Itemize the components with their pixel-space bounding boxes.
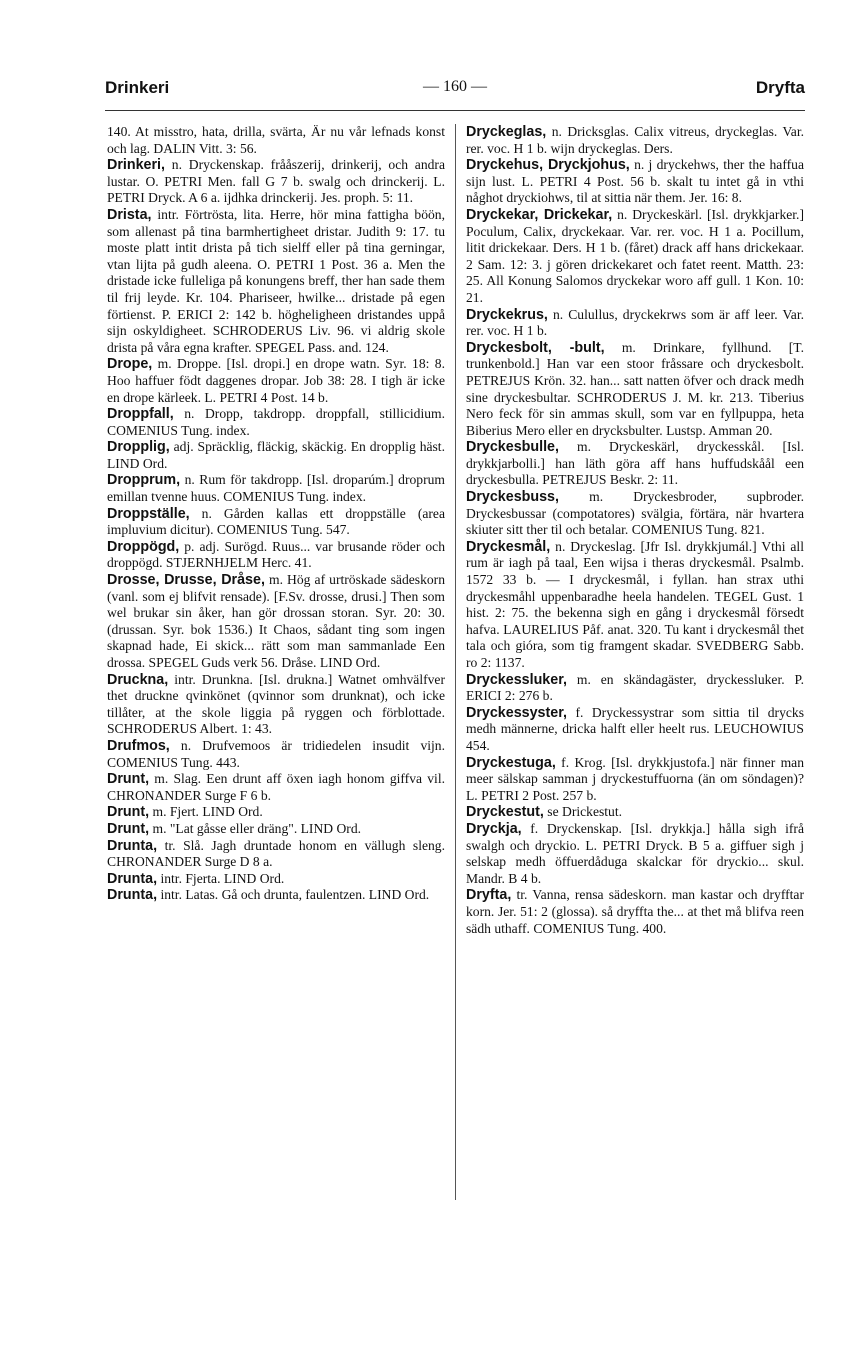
dictionary-entry [466, 439, 804, 489]
dictionary-entry [107, 771, 445, 804]
entry-headword: Drope, [107, 356, 153, 373]
entry-text: m. Dryckesbroder, supbroder. Dryckesbussar (compotatores) svälgia, förtära, när hvartera skiuter sitt ther til och betalar. COMENIUS Tung. 821. [466, 489, 804, 538]
entry-headword: Dryckessyster, [466, 704, 567, 721]
entry-text: n. Dryckenskap. frååszerij, drinkerij, och andra lustar. O. PETRI Men. fall G 7 b. swalg och drinckerij. L. PETRI Dryck. A 6 a. ijdhka drinckerij. Jes. proph. 5: 11. [107, 157, 445, 206]
dictionary-entry [107, 506, 445, 539]
entry-text: se Drickestut. [543, 804, 623, 820]
header-left-guideword: Drinkeri [105, 78, 170, 97]
dictionary-entry [107, 472, 445, 505]
entry-text: n. Dryckeskärl. [Isl. drykkjarker.] Poculum, Calix, dryckekaar. Var. rer. voc. H 1 a. Pocillum, litit drickekaar. Ders. H 1 b. (fåret) drack aff hans drickekaar. 2 Sam. 12: 3. j gören drickekaret och fatet reent. Matth. 23: 25. All Konung Salomos dryckekar woro aff gull. 1 Kon. 10: 21. [466, 206, 804, 305]
dictionary-entry [466, 672, 804, 705]
entry-text: intr. Fjerta. LIND Ord. [157, 870, 285, 886]
entry-text: n. Rum för takdropp. [Isl. droparúm.] droprum emillan tvenne huus. COMENIUS Tung. index. [107, 472, 445, 505]
dictionary-entry [107, 821, 445, 838]
entry-text: m. Dryckeskärl, dryckesskål. [Isl. drykkjarbolli.] han läth göra aff hans huffudskåål een dryckesbulla. PETREJUS Beskr. 2: 11. [466, 439, 804, 488]
entry-headword: Dryckestut, [466, 804, 544, 821]
column-divider [455, 124, 456, 1200]
page-header [105, 78, 805, 102]
entry-text: f. Krog. [Isl. drykkjustofa.] när finner man meer sälskap samman j dryckestuffuorna (än om söndagen)? L. PETRI 2 Post. 257 b. [466, 754, 804, 803]
dictionary-entry [466, 489, 804, 539]
dictionary-entry [466, 821, 804, 887]
dictionary-entry [466, 539, 804, 672]
entry-text: p. adj. Surögd. Ruus... var brusande röder och droppögd. STJERNHJELM Herc. 41. [107, 538, 445, 571]
entry-text: m. Hög af urtröskade sädeskorn (vanl. som ej blifvit rensade). [F.Sv. drosse, drusi.] Then som wel brukar sin åker, han gör drossan storan. Syr. 20: 30. (drussan. Syr. bok 1536.) It Chaos, sådant ting som ingen skapnad hade, Ei skick... rätt som man sammanlade Een drossa. SPEGEL Guds verk 56. Dråse. LIND Ord. [107, 572, 445, 670]
dictionary-entry [107, 672, 445, 738]
left-column [107, 124, 445, 904]
entry-text: intr. Förtrösta, lita. Herre, hör mina fattigha böön, som allenast på tina barmhertigheet dristar. Judith 9: 17. tu moste platt intit drista på tich sielff eller på tina gerningar, vtan lijta på gudh aleena. O. PETRI 1 Post. 36 a. Men the dristade icke fulleliga på konungens breff, ther han sade them til frij leyde. Kr. 104. Phariseer, hwilke... dristade på egen förtienst. P. ERICI 2: 142 b. högheligheen dristandes uppå sijn oskyldigheet. SCHRODERUS Liv. 96. vi aldrig skole drista på våra egna krafter. SPEGEL Pass. and. 124. [107, 206, 445, 355]
header-right-guideword: Dryfta [755, 78, 805, 97]
entry-text: m. Fjert. LIND Ord. [149, 804, 263, 820]
dictionary-entry [107, 887, 445, 904]
dictionary-entry [466, 307, 804, 340]
dictionary-entry [466, 705, 804, 755]
dictionary-entry [466, 755, 804, 805]
entry-text: m. "Lat gåsse eller dräng". LIND Ord. [149, 820, 362, 836]
dictionary-entry [107, 439, 445, 472]
entry-headword: Drunta, [107, 887, 158, 904]
entry-headword: Dropprum, [107, 472, 181, 489]
entry-headword: Druckna, [107, 671, 169, 688]
entry-headword: Drinkeri, [107, 157, 166, 174]
dictionary-entry [466, 804, 804, 821]
dictionary-entry [107, 871, 445, 888]
entry-text: n. Dropp, takdropp. droppfall, stillicidium. COMENIUS Tung. index. [107, 406, 445, 438]
entry-headword: Dryckehus, Dryckjohus, [466, 157, 630, 174]
entry-text: adj. Spräcklig, fläckig, skäckig. En dropplig häst. LIND Ord. [107, 439, 445, 471]
dictionary-entry [466, 124, 804, 157]
dictionary-entry [466, 207, 804, 307]
entry-text: n. Dryckeslag. [Jfr Isl. drykkjumál.] Vthi all rum är iagh på taal, Een wijsa i theras dryckesmål. Psalmb. 1572 33 b. — I dryckesmål, i fyllan. han strax uthi dryckesmåhl uppenbaradhe heela handelen. TEGEL Gust. 1 hist. 2: 75. the bekenna sigh en gång i dryckesmål försedt hafva. LAURELIUS Påf. anat. 320. Tu kant i dryckesmål thet tala och gióra, som tig framgent skadar. SVEDBERG Sabb. ro 2: 1137. [466, 538, 804, 670]
dictionary-entry [107, 738, 445, 771]
entry-headword: Dryckesbolt, -bult, [466, 339, 605, 356]
entry-text: f. Dryckenskap. [Isl. drykkja.] hålla sigh ifrå swalgh och dryckio. L. PETRI Dryck. B 5 a. giffuer sigh j selskap medh öffuerdåduga skalckar för dryckio... skul. Mandr. B 4 b. [466, 820, 804, 886]
dictionary-entry [107, 572, 445, 672]
entry-headword: Dryckestuga, [466, 754, 556, 771]
entry-headword: Drunta, [107, 837, 158, 854]
entry-headword: Dryckesbulle, [466, 439, 559, 456]
entry-headword: Dryckeglas, [466, 124, 547, 140]
entry-headword: Drunta, [107, 870, 158, 887]
entry-headword: Droppfall, [107, 406, 174, 423]
entry-text: n. Culullus, dryckekrws som är aff leer. Var. rer. voc. H 1 b. [466, 306, 804, 339]
entry-headword: Droppögd, [107, 538, 180, 555]
dictionary-entry [107, 356, 445, 406]
right-column [466, 124, 804, 937]
dictionary-entry [107, 539, 445, 572]
entry-headword: Dryckesmål, [466, 538, 551, 555]
entry-text: n. j dryckehws, ther the haffua sijn lust. L. PETRI 4 Post. 56 b. skalt tu intet gå in vthi någhot dryckiohws, til at sittia när them. Jer. 16: 8. [466, 157, 804, 206]
entry-text: 140. At misstro, hata, drilla, svärta, Är nu vår lefnads konst och lag. DALIN Vitt. 3: 56. [107, 124, 445, 156]
entry-text: tr. Vanna, rensa sädeskorn. man kastar och dryfftar korn. Jer. 51: 2 (glossa). så dryffta the... at thet må blifva reen sädh uthaff. COMENIUS Tung. 400. [466, 887, 804, 936]
entry-text: intr. Latas. Gå och drunta, faulentzen. LIND Ord. [157, 887, 430, 903]
dictionary-entry [107, 207, 445, 356]
entry-headword: Drosse, Drusse, Dråse, [107, 572, 265, 589]
dictionary-entry [107, 838, 445, 871]
entry-text: m. Slag. Een drunt aff öxen iagh honom giffva vil. CHRONANDER Surge F 6 b. [107, 771, 445, 803]
entry-headword: Drufmos, [107, 737, 170, 754]
entry-headword: Dryckessluker, [466, 671, 567, 688]
entry-headword: Droppställe, [107, 505, 190, 522]
entry-text: m. en skändagäster, dryckessluker. P. ERICI 2: 276 b. [466, 671, 804, 704]
dictionary-entry [107, 124, 445, 157]
dictionary-entry [107, 804, 445, 821]
entry-headword: Dryckekar, Drickekar, [466, 206, 613, 223]
entry-headword: Drunt, [107, 804, 150, 821]
dictionary-entry [466, 887, 804, 937]
entry-headword: Dryckekrus, [466, 306, 548, 323]
dictionary-entry [466, 157, 804, 207]
entry-text: tr. Slå. Jagh druntade honom en vällugh sleng. CHRONANDER Surge D 8 a. [107, 837, 445, 870]
entry-headword: Drunt, [107, 771, 150, 788]
entry-text: m. Droppe. [Isl. dropi.] en drope watn. Syr. 18: 8. Hoo haffuer födt daggenes dropar. Job 38: 28. I tigh är icke en drope kärleek. L. PETRI 4 Post. 14 b. [107, 356, 445, 405]
entry-text: f. Dryckessystrar som sittia til drycks medh männerne, dricka halft eller heelt rus. LEUCHOWIUS 454. [466, 704, 804, 753]
entry-text: n. Dricksglas. Calix vitreus, dryckeglas. Var. rer. voc. H 1 b. wijn dryckeglas. Ders. [466, 124, 804, 156]
page-number: — 160 — [423, 78, 487, 95]
entry-headword: Dropplig, [107, 439, 170, 456]
entry-headword: Dryckja, [466, 820, 522, 837]
dictionary-entry [466, 340, 804, 440]
entry-headword: Dryfta, [466, 887, 512, 904]
header-rule [105, 110, 805, 111]
dictionary-entry [107, 157, 445, 207]
entry-text: intr. Drunkna. [Isl. drukna.] Watnet omhvälfver thet druckne qvinkönet (qvinnor som drunknat), och icke tillåter, at the skole liggia på ryggen och förblottade. SCHRODERUS Albert. 1: 43. [107, 671, 445, 737]
entry-headword: Dryckesbuss, [466, 489, 559, 506]
entry-headword: Drunt, [107, 820, 150, 837]
entry-text: m. Drinkare, fyllhund. [T. trunkenbold.] Han var een stoor fråssare och dryckesbolt. PETREJUS Krön. 32. han... satt natten öfver och drack medh sine dryckesbultar. SCHRODERUS J. M. kr. 213. Tiberius Nero feck för sin ammas skull, som var en fyllpuppa, heta Biberius Mero eller en drycksbulter. Lustsp. Amman 20. [466, 339, 804, 438]
entry-text: n. Drufvemoos är tridiedelen insudit vijn. COMENIUS Tung. 443. [107, 737, 445, 770]
dictionary-entry [107, 406, 445, 439]
entry-text: n. Gården kallas ett droppställe (area impluvium dicitur). COMENIUS Tung. 547. [107, 505, 445, 538]
entry-headword: Drista, [107, 206, 152, 223]
